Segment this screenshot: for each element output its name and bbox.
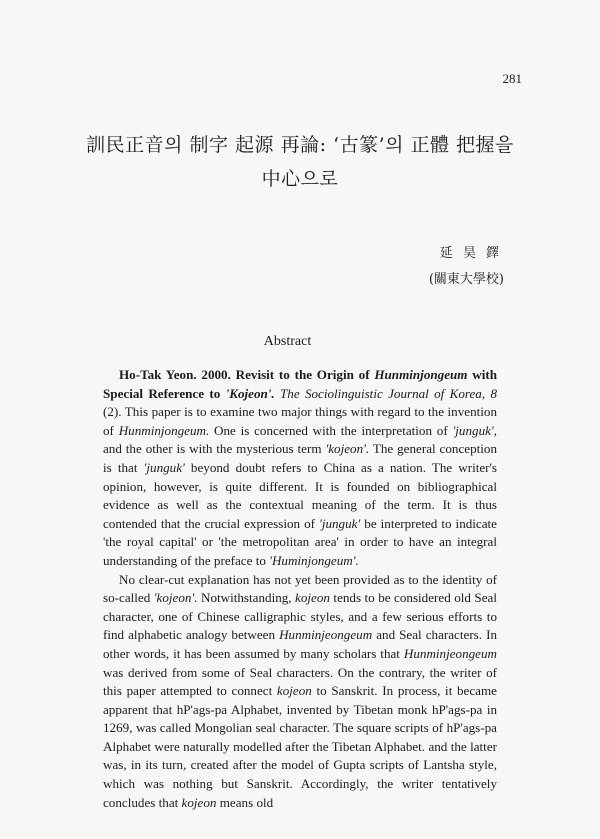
abstract-paragraph-1: Ho-Tak Yeon. 2000. Revisit to the Origin of Hunminjongeum with Special Reference to 'Kojeon'. The Sociolinguistic Journal of Korea, 8 (2). This paper is to examine two major things with regard to the invention of Hunminjongeum. One is concerned with the interpretation of 'junguk', and the other is with the mysterious term 'kojeon'. The general conception is that 'junguk' beyond doubt refers to China as a nation. The writer's opinion, however, is quite different. It is founded on bibliographical evidence as well as the contextual meaning of the term. It is thus contended that the crucial expression of 'junguk' be interpreted to indicate 'the royal capital' or 'the metropolitan area' in order to have an integral understanding of the preface to 'Huminjongeum'. <box>103 367 497 568</box>
title-line-2: 中心으로 <box>261 168 339 190</box>
abstract-heading: Abstract <box>263 334 312 349</box>
page-number: 281 <box>502 71 522 86</box>
paper-title <box>60 128 540 196</box>
citation-journal: The Sociolinguistic Journal of Korea, 8 <box>280 385 497 401</box>
author-name: 延 昊 鐸 <box>439 246 502 261</box>
abstract-body <box>103 366 497 812</box>
citation-issue: (2). <box>103 404 122 420</box>
citation-title: Revisit to the Origin of Hunminjongeum with Special Reference to 'Kojeon'. <box>103 367 497 401</box>
title-line-1: 訓民正音의 制字 起源 再論: ‘古篆’의 正體 把握을 <box>86 134 514 156</box>
abstract-paragraph-2: No clear-cut explanation has not yet been provided as to the identity of so-called 'kojeon'. Notwithstanding, kojeon tends to be considered old Seal character, one of Chinese calligraphic styles, and a few serious efforts to find alphabetic analogy between Hunminjeongeum and Seal characters. In other words, it has been assumed by many scholars that Hunminjeongeum was derived from some of Seal characters. On the contrary, the writer of this paper attempted to connect kojeon to Sanskrit. In process, it became apparent that hP'ags-pa Alphabet, invented by Tibetan monk hP'ags-pa in 1269, was called Mongolian seal character. The square scripts of hP'ags-pa Alphabet were naturally modelled after the Tibetan Alphabet. and the latter was, in its turn, created after the model of Gupta scripts of Lantsha style, which was nothing but Sanskrit. Accordingly, the writer tentatively concludes that kojeon means old <box>103 571 497 810</box>
author-affiliation: (關東大學校) <box>428 272 504 287</box>
citation-author-year: Ho-Tak Yeon. 2000. <box>119 367 231 382</box>
